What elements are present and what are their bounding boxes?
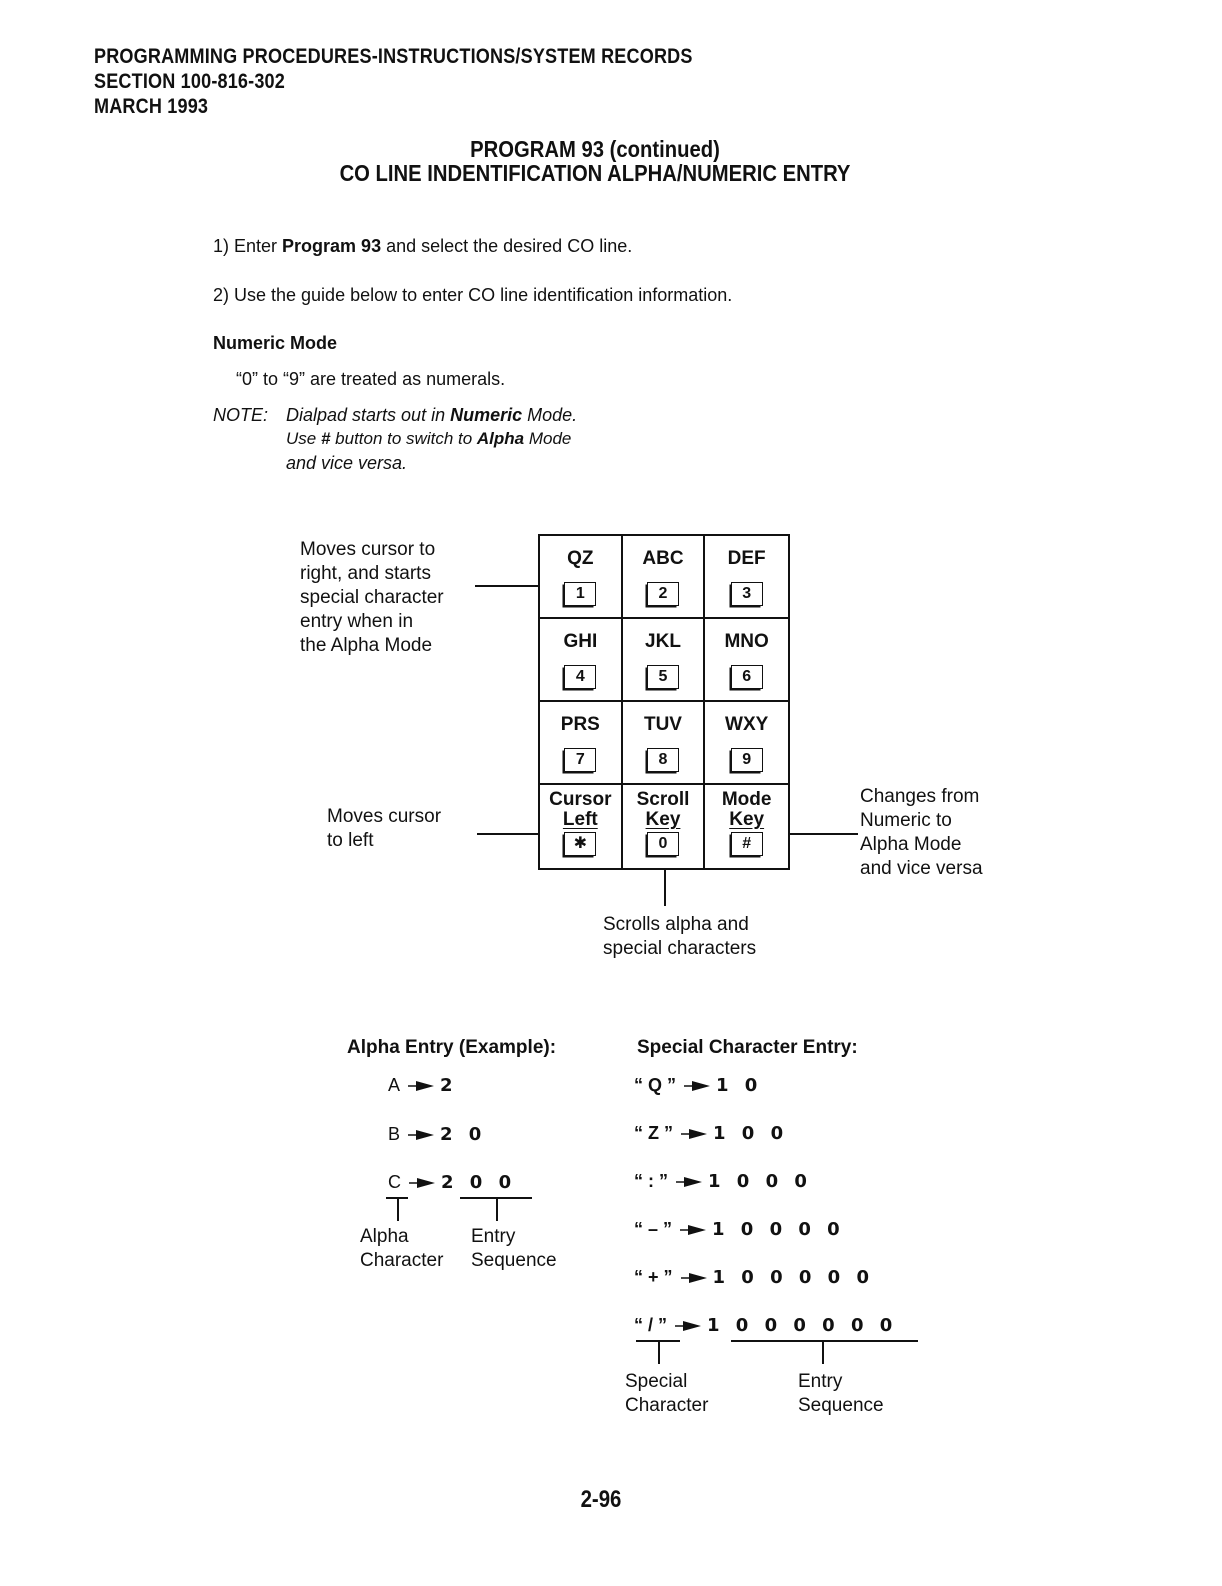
annotation-line: Moves cursor <box>327 806 442 827</box>
special-char: “ / ” <box>634 1315 668 1335</box>
annotation-line: to left <box>327 830 374 851</box>
special-row <box>634 1169 807 1193</box>
note-text: Mode <box>524 429 572 448</box>
special-seq: 1 0 <box>716 1075 758 1096</box>
special-seq: 1 0 0 0 0 <box>712 1219 840 1240</box>
func-label-bottom: Left <box>562 809 598 830</box>
alpha-row <box>388 1073 453 1097</box>
annotation-line: entry when in <box>300 611 414 632</box>
arrow-icon <box>408 1081 434 1091</box>
special-caption-right <box>798 1370 884 1418</box>
annotation-hash <box>860 785 983 881</box>
page-title-line-1: PROGRAM 93 (continued) <box>470 136 720 162</box>
arrow-icon <box>684 1081 710 1091</box>
keypad-cell-2 <box>623 536 706 619</box>
arrow-icon <box>675 1321 701 1331</box>
note-bold-alpha: Alpha <box>476 429 525 448</box>
annotation-line: Scrolls alpha and <box>603 914 749 935</box>
note-bold-hash: # <box>320 429 331 448</box>
step-1 <box>213 234 632 258</box>
keypad-cell-zero <box>623 785 706 868</box>
annotation-line: right, and starts <box>300 563 431 584</box>
keypad-cell-hash <box>705 785 788 868</box>
keypad-cell-6 <box>705 619 788 702</box>
numeric-mode-heading: Numeric Mode <box>213 333 338 353</box>
leader-line-star <box>477 833 538 835</box>
note-text: button to switch to <box>330 429 477 448</box>
document-header <box>94 44 693 119</box>
page-number: 2-96 <box>580 1486 622 1513</box>
note-text: Mode. <box>522 405 578 425</box>
arrow-icon <box>681 1273 707 1283</box>
func-label-bottom: Key <box>645 809 681 830</box>
special-seq: 1 0 0 <box>713 1123 784 1144</box>
keypad-key-7: 7 <box>564 748 596 772</box>
note-line-2 <box>286 427 571 451</box>
caption-line: Alpha <box>360 1226 409 1247</box>
caption-line: Character <box>625 1395 709 1416</box>
alpha-seq: 2 0 <box>440 1124 482 1145</box>
keypad-func-label <box>549 790 611 830</box>
arrow-icon <box>676 1177 702 1187</box>
header-line-2: SECTION 100-816-302 <box>94 70 285 93</box>
keypad-func-label <box>722 790 772 830</box>
keypad-key-hash: # <box>731 832 763 856</box>
special-entry-heading: Special Character Entry: <box>637 1037 858 1058</box>
special-char: “ + ” <box>634 1267 673 1287</box>
alpha-entry-heading: Alpha Entry (Example): <box>347 1037 557 1058</box>
keypad-letters: PRS <box>560 714 600 735</box>
dialpad-diagram <box>538 534 790 870</box>
annotation-zero <box>603 913 756 961</box>
keypad-letters: QZ <box>567 548 594 569</box>
func-label-bottom: Key <box>729 809 765 830</box>
caption-line: Entry <box>471 1226 516 1247</box>
keypad-key-2: 2 <box>647 582 679 606</box>
annotation-line: special character <box>300 587 444 608</box>
special-seq: 1 0 0 0 0 0 0 <box>707 1315 893 1336</box>
func-label-top: Cursor <box>549 789 612 810</box>
note-bold-numeric: Numeric <box>450 405 523 425</box>
header-line-3: MARCH 1993 <box>94 95 209 118</box>
special-caption-left <box>625 1370 708 1418</box>
keypad-key-4: 4 <box>564 665 596 689</box>
annotation-line: special characters <box>603 938 757 959</box>
annotation-line: and vice versa <box>860 858 983 879</box>
step-1-program: Program 93 <box>282 236 382 256</box>
step-1-suffix: and select the desired CO line. <box>381 236 633 256</box>
keypad-letters: TUV <box>643 714 682 735</box>
func-label-top: Scroll <box>636 789 690 810</box>
special-char: “ Q ” <box>634 1075 677 1095</box>
keypad-cell-9 <box>705 702 788 785</box>
caption-line: Sequence <box>798 1395 884 1416</box>
alpha-seq: 2 0 0 <box>441 1172 512 1193</box>
special-seq: 1 0 0 0 <box>708 1171 807 1192</box>
note-line-1 <box>286 403 577 427</box>
keypad-key-6: 6 <box>731 665 763 689</box>
keypad-cell-5 <box>623 619 706 702</box>
annotation-key-1 <box>300 538 444 658</box>
bracket-line <box>822 1340 824 1364</box>
caption-line: Special <box>625 1371 688 1392</box>
keypad-key-star: ✱ <box>564 832 596 856</box>
note-text: Use <box>286 429 321 448</box>
alpha-caption-left <box>360 1225 443 1273</box>
special-row <box>634 1121 783 1145</box>
header-line-1: PROGRAMMING PROCEDURES-INSTRUCTIONS/SYSTEM RECORDS <box>94 45 693 68</box>
keypad-key-8: 8 <box>647 748 679 772</box>
keypad-key-1: 1 <box>564 582 596 606</box>
keypad-key-0: 0 <box>647 832 679 856</box>
step-1-prefix: 1) Enter <box>213 236 283 256</box>
annotation-line: Alpha Mode <box>860 834 962 855</box>
keypad-cell-7 <box>540 702 623 785</box>
alpha-caption-right <box>471 1225 557 1273</box>
keypad-cell-1 <box>540 536 623 619</box>
keypad-cell-3 <box>705 536 788 619</box>
special-char: “ – ” <box>634 1219 673 1239</box>
special-char: “ Z ” <box>634 1123 673 1143</box>
annotation-line: Numeric to <box>860 810 952 831</box>
alpha-char: C <box>388 1172 401 1192</box>
keypad-letters: GHI <box>563 631 598 652</box>
keypad-cell-8 <box>623 702 706 785</box>
numeric-mode-text: “0” to “9” are treated as numerals. <box>236 369 506 389</box>
special-row <box>634 1217 840 1241</box>
annotation-line: Changes from <box>860 786 980 807</box>
page-title-line-2: CO LINE INDENTIFICATION ALPHA/NUMERIC ENTRY <box>339 160 851 186</box>
special-row <box>634 1265 869 1289</box>
leader-line-hash <box>790 833 858 835</box>
caption-line: Entry <box>798 1371 843 1392</box>
alpha-row <box>388 1170 511 1194</box>
arrow-icon <box>409 1178 435 1188</box>
note-text: Dialpad starts out in <box>286 405 451 425</box>
special-seq: 1 0 0 0 0 0 <box>712 1267 869 1288</box>
alpha-row <box>388 1122 481 1146</box>
annotation-line: Moves cursor to <box>300 539 436 560</box>
keypad-letters: DEF <box>727 548 766 569</box>
keypad-cell-star <box>540 785 623 868</box>
keypad-letters: JKL <box>645 631 681 652</box>
func-label-top: Mode <box>721 789 772 810</box>
step-2: 2) Use the guide below to enter CO line identification information. <box>213 285 733 305</box>
alpha-seq: 2 <box>440 1075 453 1096</box>
note-label: NOTE: <box>213 405 269 425</box>
annotation-star <box>327 805 441 853</box>
keypad-letters: WXY <box>725 714 769 735</box>
special-row <box>634 1313 892 1337</box>
arrow-icon <box>680 1225 706 1235</box>
bracket-line <box>658 1340 660 1364</box>
bracket-line <box>731 1340 918 1342</box>
leader-line-key-1 <box>475 585 538 587</box>
caption-line: Sequence <box>471 1250 557 1271</box>
keypad-key-3: 3 <box>731 582 763 606</box>
keypad-letters: ABC <box>642 548 684 569</box>
caption-line: Character <box>360 1250 444 1271</box>
keypad-cell-4 <box>540 619 623 702</box>
annotation-line: the Alpha Mode <box>300 635 433 656</box>
arrow-icon <box>408 1130 434 1140</box>
keypad-func-label <box>637 790 690 830</box>
keypad-letters: MNO <box>724 631 769 652</box>
bracket-line <box>397 1197 399 1221</box>
arrow-icon <box>681 1129 707 1139</box>
special-row <box>634 1073 757 1097</box>
special-char: “ : ” <box>634 1171 668 1191</box>
note-line-3: and vice versa. <box>286 453 408 473</box>
alpha-char: B <box>388 1124 401 1144</box>
keypad-key-9: 9 <box>731 748 763 772</box>
keypad-key-5: 5 <box>647 665 679 689</box>
alpha-char: A <box>388 1075 401 1095</box>
leader-line-zero <box>664 870 666 906</box>
bracket-line <box>496 1197 498 1221</box>
